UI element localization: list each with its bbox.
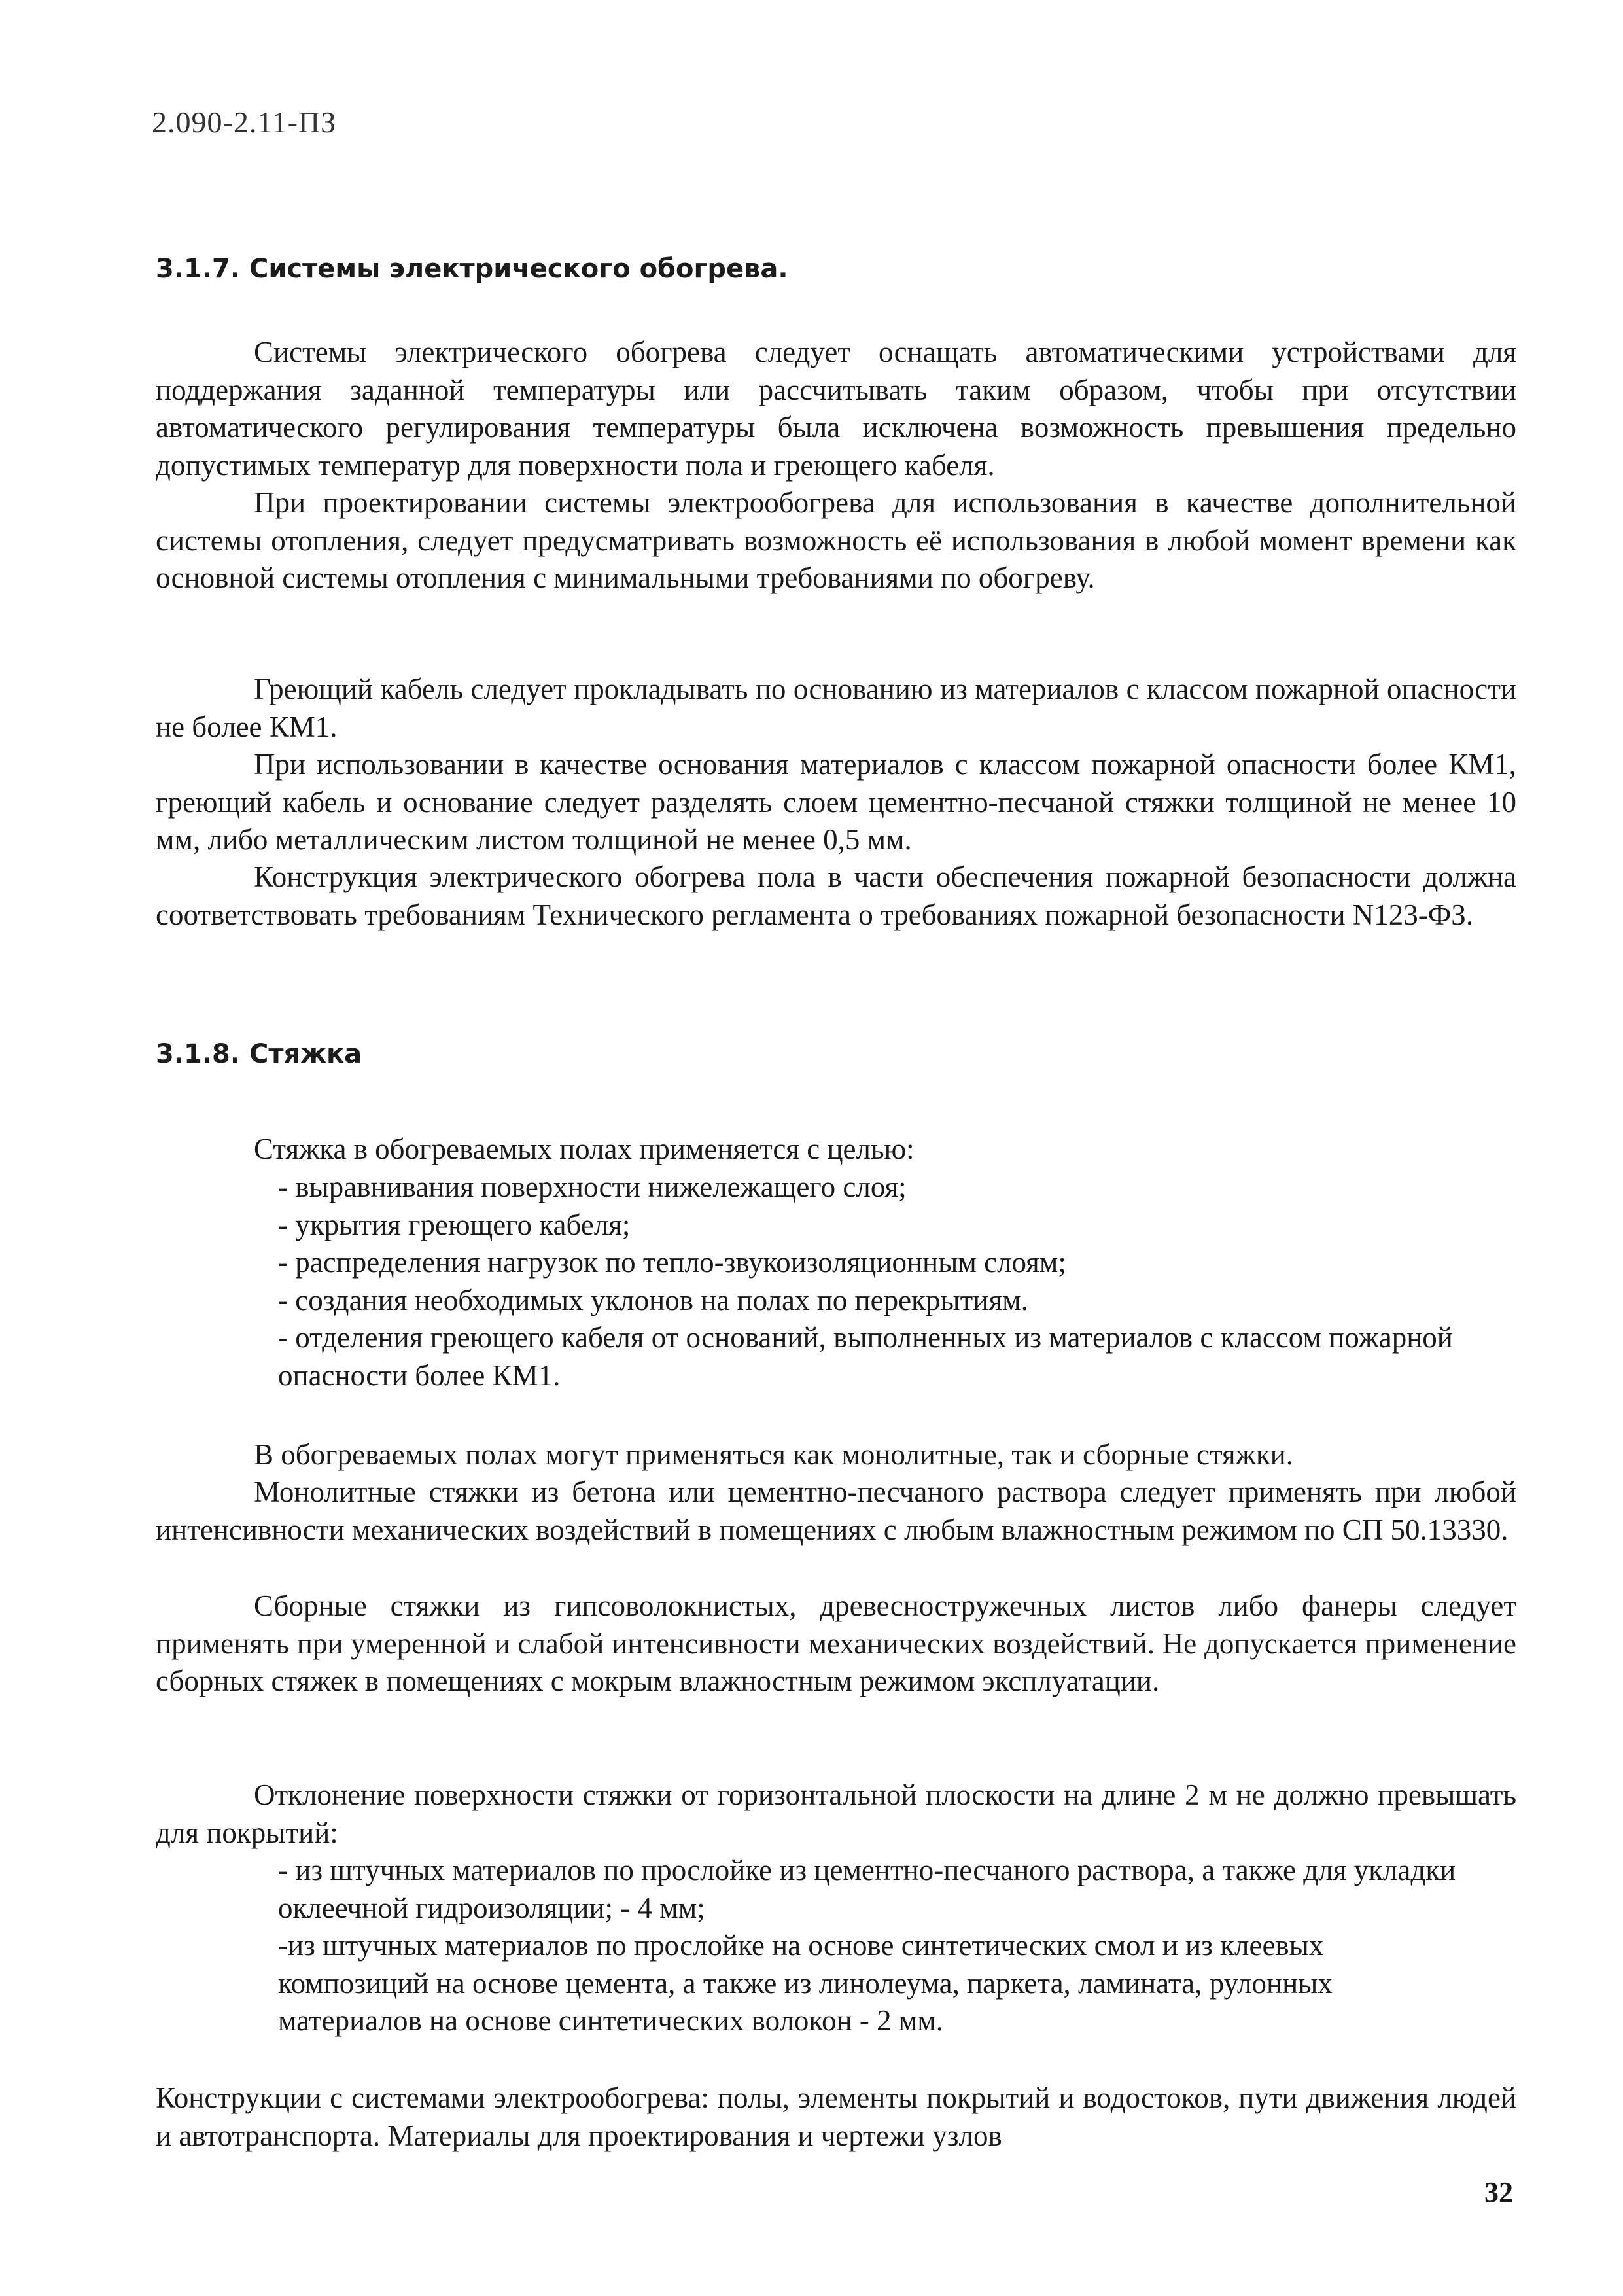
list-item: - укрытия греющего кабеля; xyxy=(278,1208,631,1241)
paragraph: Конструкции с системами электрообогрева: полы, элементы покрытий и водостоков, пути движения людей и автотранспорта. Материалы для проектирования и чертежи узлов xyxy=(156,2081,1516,2152)
paragraph: В обогреваемых полах могут применяться как монолитные, так и сборные стяжки. xyxy=(254,1438,1294,1471)
section-heading-3-1-7: 3.1.7. Системы электрического обогрева. xyxy=(156,254,788,284)
page-number: 32 xyxy=(1484,2176,1513,2208)
paragraph: Стяжка в обогреваемых полах применяется с целью: xyxy=(254,1133,915,1165)
paragraph: Греющий кабель следует прокладывать по основанию из материалов с классом пожарной опасности не более КМ1. xyxy=(156,673,1516,743)
purpose-list xyxy=(278,1169,1469,1394)
section-heading-3-1-8: 3.1.8. Стяжка xyxy=(156,1039,362,1069)
deviation-list xyxy=(278,1852,1475,2040)
list-item: - создания необходимых уклонов на полах по перекрытиям. xyxy=(278,1283,1028,1316)
paragraph: Конструкция электрического обогрева пола в части обеспечения пожарной безопасности должна соответствовать требованиям Технического регламента о требованиях пожарной безопасности N123-ФЗ. xyxy=(156,860,1516,931)
list-item: - распределения нагрузок по тепло-звукоизоляционным слоям; xyxy=(278,1246,1066,1279)
list-item: -из штучных материалов по прослойке на основе синтетических смол и из клеевых композиций на основе цемента, а также из линолеума, паркета, ламината, рулонных материалов на основе синтетических волокон - 2 мм. xyxy=(278,1929,1333,2037)
paragraph: Отклонение поверхности стяжки от горизонтальной плоскости на длине 2 м не должно превышать для покрытий: xyxy=(156,1778,1516,1849)
paragraph: При использовании в качестве основания материалов с классом пожарной опасности более КМ1, греющий кабель и основание следует разделять слоем цементно-песчаной стяжки толщиной не менее 10 мм, либо металлическим листом толщиной не менее 0,5 мм. xyxy=(156,748,1516,856)
paragraph: Монолитные стяжки из бетона или цементно-песчаного раствора следует применять при любой интенсивности механических воздействий в помещениях с любым влажностным режимом по СП 50.13330. xyxy=(156,1475,1516,1546)
paragraph: Системы электрического обогрева следует оснащать автоматическими устройствами для поддержания заданной температуры или рассчитывать таким образом, чтобы при отсутствии автоматического регулирования температуры была исключена возможность превышения предельно допустимых температур для поверхности пола и греющего кабеля. xyxy=(156,336,1516,482)
paragraph: При проектировании системы электрообогрева для использования в качестве дополнительной системы отопления, следует предусматривать возможность её использования в любой момент времени как основной системы отопления с минимальными требованиями по обогреву. xyxy=(156,486,1516,594)
list-item: - выравнивания поверхности нижележащего слоя; xyxy=(278,1171,907,1203)
document-code: 2.090-2.11-ПЗ xyxy=(152,105,337,139)
paragraph: Сборные стяжки из гипсоволокнистых, древесностружечных листов либо фанеры следует применять при умеренной и слабой интенсивности механических воздействий. Не допускается применение сборных стяжек в помещениях с мокрым влажностным режимом эксплуатации. xyxy=(156,1589,1516,1697)
list-item: - из штучных материалов по прослойке из цементно-песчаного раствора, а также для укладки оклеечной гидроизоляции; - 4 мм; xyxy=(278,1854,1456,1924)
list-item: - отделения греющего кабеля от оснований, выполненных из материалов с классом пожарной опасности более КМ1. xyxy=(278,1321,1453,1392)
